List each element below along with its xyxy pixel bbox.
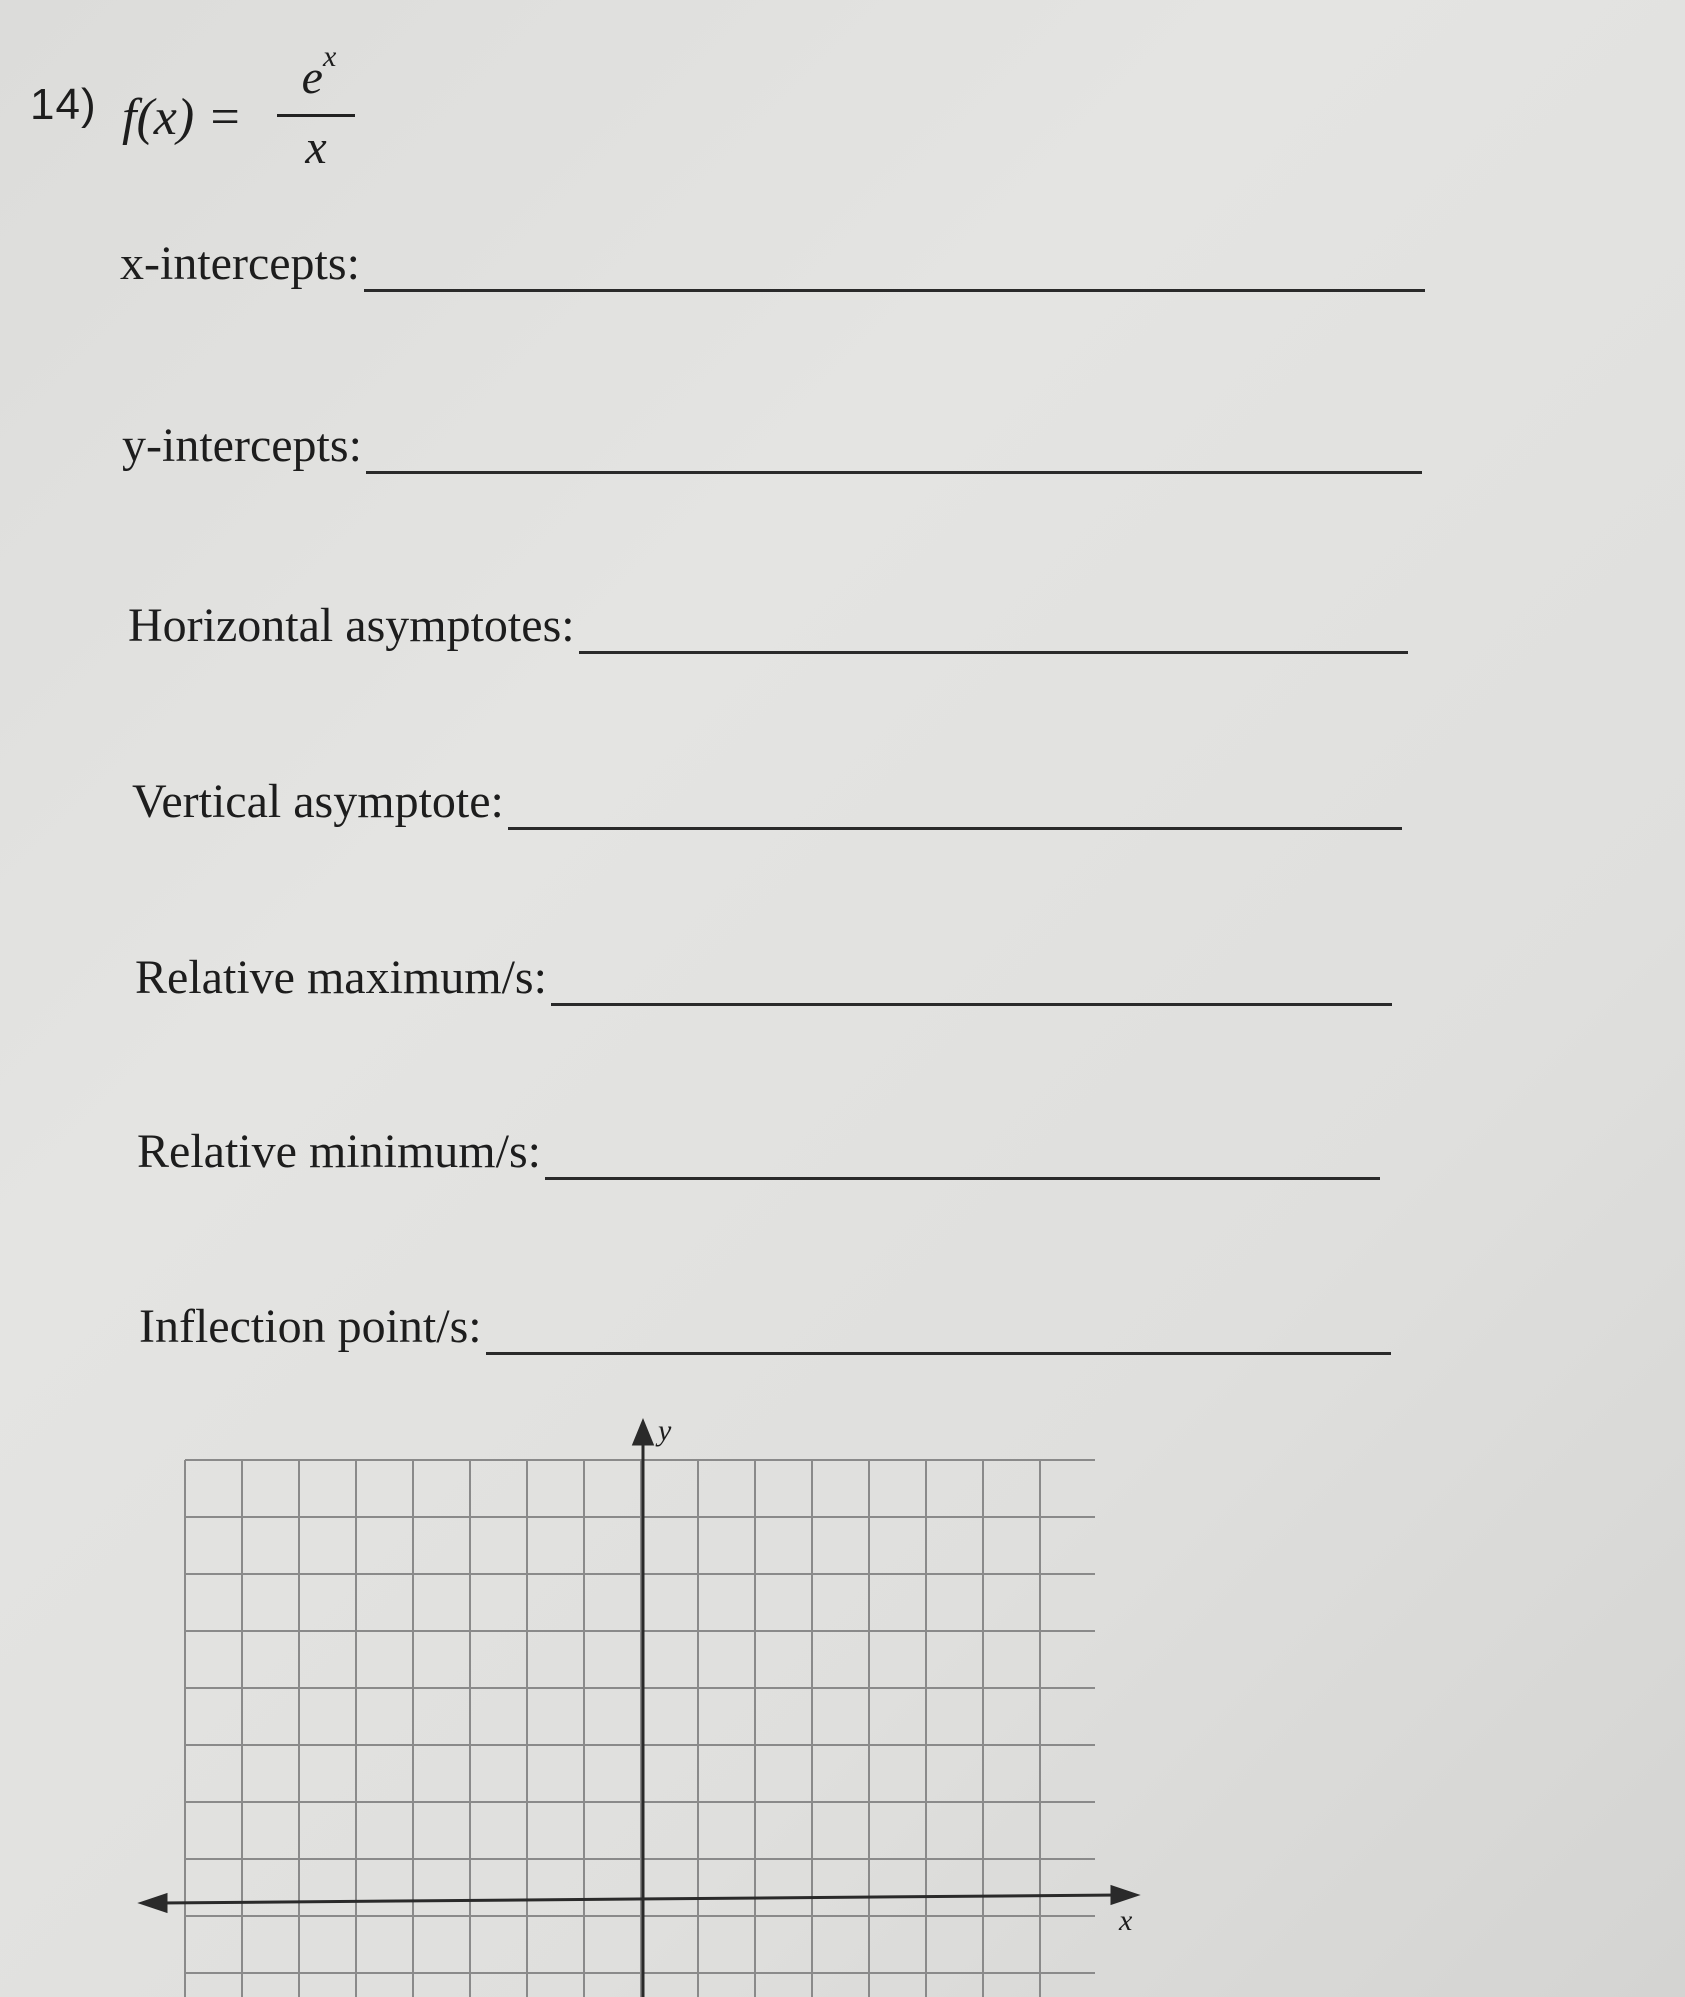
numerator-base: e [301, 51, 323, 104]
relative-minimum-label: Relative minimum/s: [137, 1125, 541, 1178]
y-axis-label: y [658, 1414, 672, 1447]
y-intercepts-label: y-intercepts: [122, 419, 362, 472]
vertical-asymptote-label: Vertical asymptote: [132, 775, 504, 828]
x-axis-label: x [1119, 1904, 1133, 1937]
numerator-exponent: x [322, 40, 337, 73]
grid-lines [185, 1460, 1095, 1997]
x-axis-right-arrow-icon [1112, 1887, 1136, 1903]
horizontal-asymptotes-label: Horizontal asymptotes: [128, 599, 575, 652]
y-axis-arrow-icon [634, 1422, 652, 1444]
function-lhs: f(x) = [122, 89, 243, 146]
x-intercepts-label: x-intercepts: [120, 237, 360, 290]
x-axis-left-arrow-icon [142, 1895, 166, 1911]
relative-maximum-label: Relative maximum/s: [135, 951, 547, 1004]
inflection-points-label: Inflection point/s: [139, 1300, 482, 1353]
fraction-denominator: x [305, 121, 327, 174]
problem-number: 14) [30, 80, 97, 129]
